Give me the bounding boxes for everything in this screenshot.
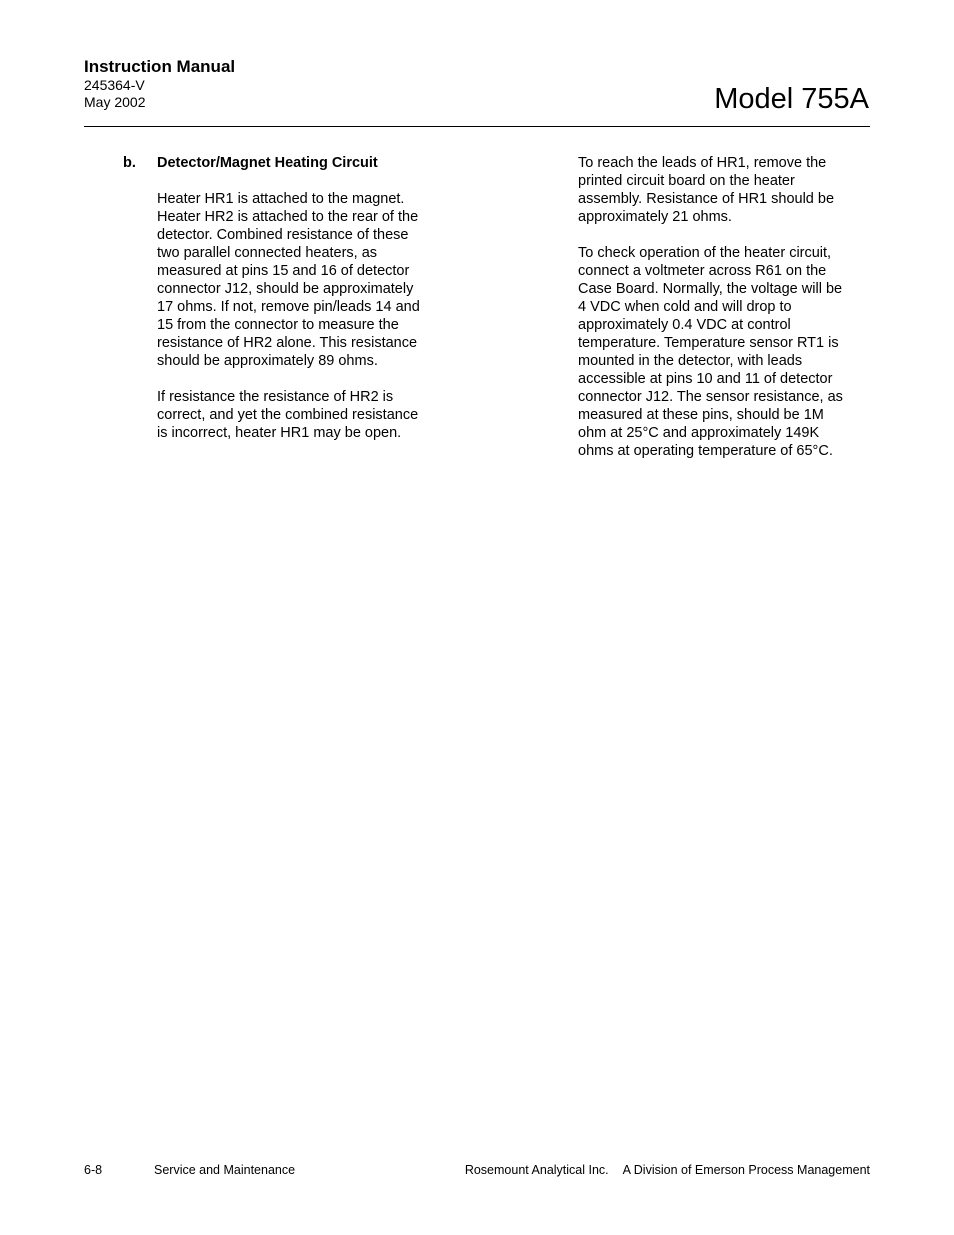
footer-page-number: 6-8 (84, 1163, 103, 1177)
header-divider (84, 126, 870, 127)
manual-title: Instruction Manual (84, 57, 236, 76)
document-number: 245364-V (84, 77, 145, 93)
body-paragraph: To reach the leads of HR1, remove the printed circuit board on the heater assembly. Resistance of HR1 should be approximately 21 ohms. (578, 155, 835, 225)
section-letter: b. (123, 155, 136, 171)
document-date: May 2002 (84, 94, 146, 110)
footer-company-name: Rosemount Analytical Inc. (464, 1163, 609, 1177)
footer-company-info (465, 1163, 870, 1178)
left-column (157, 154, 457, 460)
body-paragraph: If resistance the resistance of HR2 is correct, and yet the combined resistance is incorrect, heater HR1 may be open. (157, 389, 419, 441)
footer-division: A Division of Emerson Process Management (622, 1163, 870, 1177)
body-paragraph: To check operation of the heater circuit, connect a voltmeter across R61 on the Case Board. Normally, the voltage will be 4 VDC when cold and will drop to approximately 0.4 VDC at control temperature. Temperature sensor RT1 is mounted in the detector, with leads accessible at pins 10 and 11 of detector connector J12. The sensor resistance, as measured at these pins, should be 1M ohm at 25°C and approximately 149K ohms at operating temperature of 65°C. (578, 245, 843, 459)
footer-section-name: Service and Maintenance (154, 1163, 296, 1177)
body-paragraph: Heater HR1 is attached to the magnet. Heater HR2 is attached to the rear of the detector. Combined resistance of these two parallel connected heaters, as measured at pins 15 and 16 of detector connector J12, should be approximately 17 ohms. If not, remove pin/leads 14 and 15 from the connector to measure the resistance of HR2 alone. This resistance should be approximately 89 ohms. (157, 191, 420, 369)
section-heading: Detector/Magnet Heating Circuit (157, 155, 378, 171)
model-title: Model 755A (714, 83, 869, 115)
right-column (578, 154, 878, 478)
header-left (84, 56, 235, 111)
